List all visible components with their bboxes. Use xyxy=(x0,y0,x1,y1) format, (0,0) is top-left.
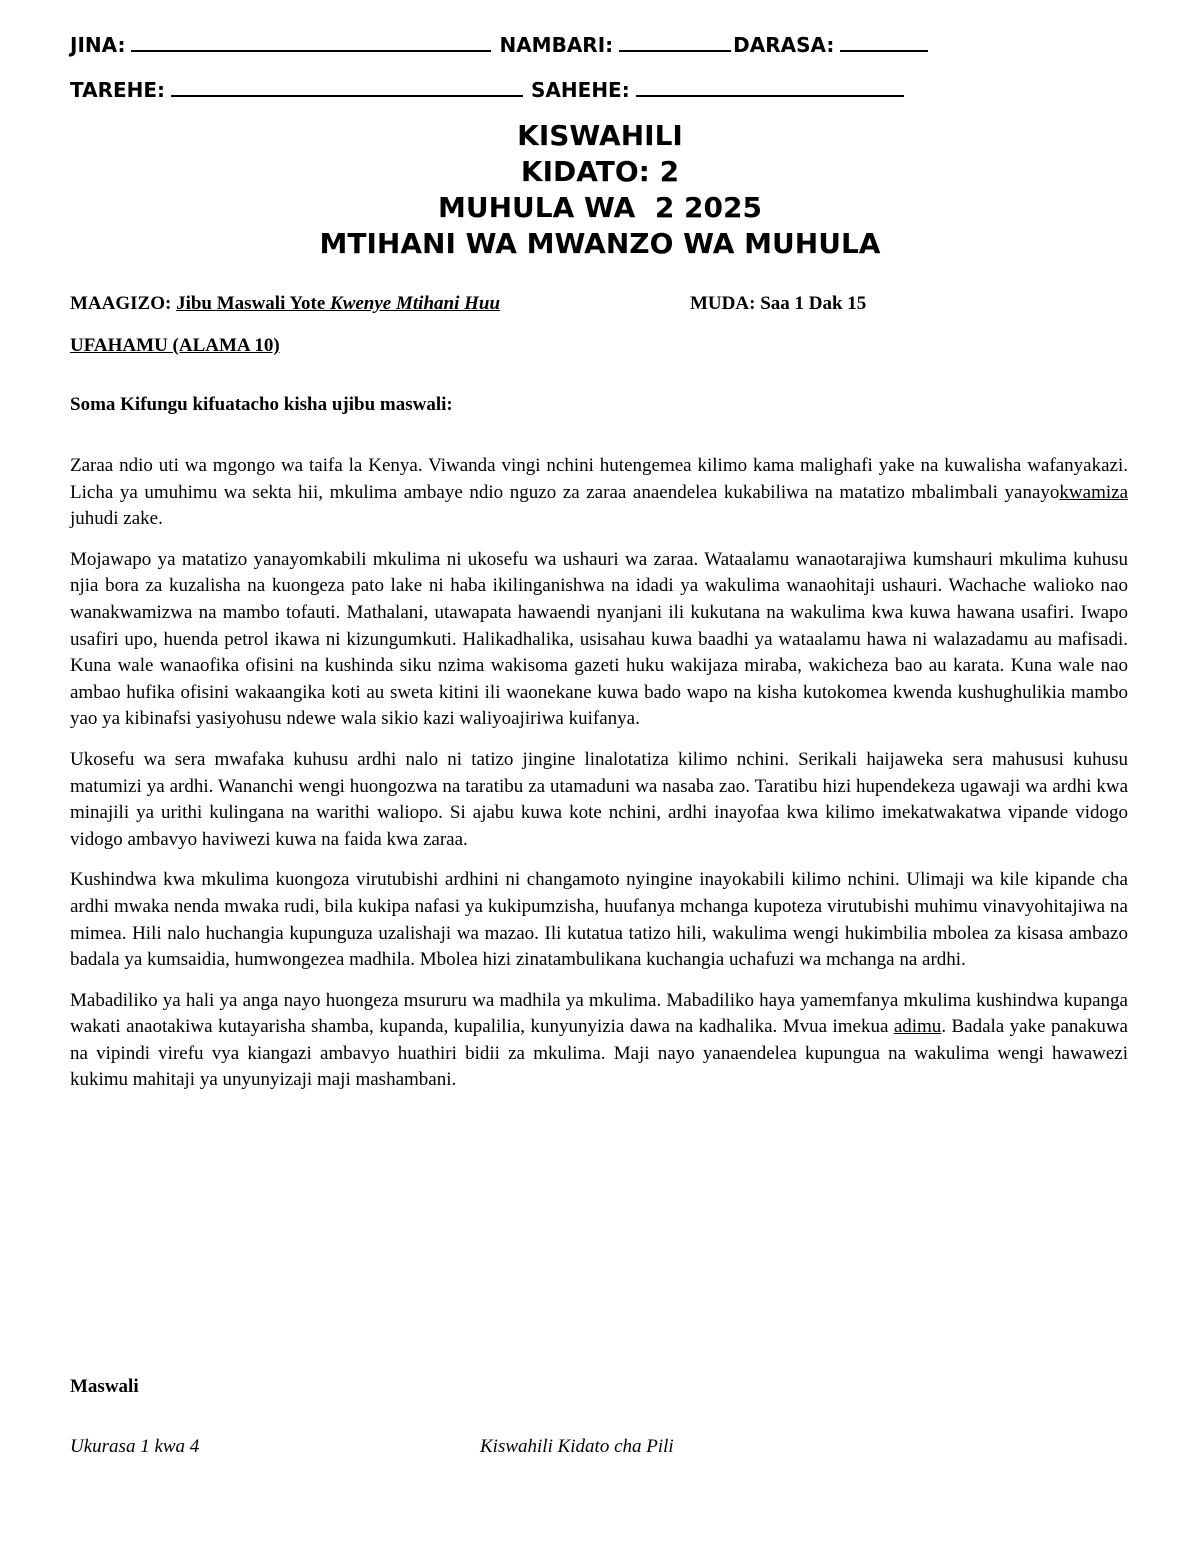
footer-title: Kiswahili Kidato cha Pili xyxy=(480,1436,674,1457)
header-row-2 xyxy=(70,75,912,102)
tarehe-label: TAREHE: xyxy=(70,78,166,102)
instructions-text-italic: Kwenye Mtihani Huu xyxy=(330,293,501,314)
p1-text-b: juhudi zake. xyxy=(70,508,163,530)
instructions-text xyxy=(176,293,500,314)
sahehe-label: SAHEHE: xyxy=(531,78,630,102)
p5-text-a: Mabadiliko ya hali ya anga nayo huongeza msururu wa madhila ya mkulima. Mabadiliko haya yamemfanya mkulima kushindwa kupanga wakati anaotakiwa kutayarisha shamba, kupanda, kupalilia, kunyunyizia dawa na kadhalika. Mvua imekua xyxy=(70,989,1128,1038)
term-title: MUHULA WA 2 2025 xyxy=(438,191,762,224)
jina-label: JINA: xyxy=(70,33,126,57)
passage-paragraph-3: Ukosefu wa sera mwafaka kuhusu ardhi nalo ni tatizo jingine linalotatiza kilimo nchini. Serikali haijaweka sera mahususi kuhusu matumizi ya ardhi. Wananchi wengi huongozwa na taratibu za utamaduni wa nasaba zao. Taratibu hizi hupendekeza ugawaji wa ardhi kwa minajili ya urithi kulingana na warithi waliopo. Si ajabu kuwa kote nchini, ardhi inayofaa kwa kilimo imekatwakatwa vipande vidogo vidogo ambavyo haviwezi kuwa na faida kwa zaraa. xyxy=(70,748,1128,850)
exam-title-block xyxy=(0,118,1200,262)
sahehe-blank[interactable] xyxy=(636,75,904,97)
instructions-text-plain: Jibu Maswali Yote xyxy=(176,293,331,314)
header-row-1 xyxy=(70,30,936,57)
darasa-label: DARASA: xyxy=(733,33,835,57)
p1-underlined-word: kwamiza xyxy=(1059,481,1128,503)
questions-heading: Maswali xyxy=(70,1376,139,1397)
p1-text-a: Zaraa ndio uti wa mgongo wa taifa la Kenya. Viwanda vingi nchini hutengemea kilimo kama malighafi yake na kuwalisha wafanyakazi. Licha ya umuhimu wa sekta hii, mkulima ambaye ndio nguzo za zaraa anaendelea kukabiliwa na matatizo mbalimbali yanayo xyxy=(70,455,1128,503)
form-title: KIDATO: 2 xyxy=(520,155,680,188)
darasa-blank[interactable] xyxy=(840,30,928,52)
p5-text-b: . Badala yake panakuwa na vipindi virefu vya kiangazi ambavyo huathiri bidii za mkulima. Maji nayo yanaendelea kupungua na wakulima wengi hawawezi kukimu mahitaji ya unyunyizaji maji mashambani. xyxy=(70,1016,1128,1091)
section-instruction: Soma Kifungu kifuatacho kisha ujibu maswali: xyxy=(70,394,453,415)
nambari-blank[interactable] xyxy=(619,30,731,52)
passage-paragraph-5 xyxy=(70,988,1128,1094)
subject-title: KISWAHILI xyxy=(517,119,683,152)
comprehension-passage xyxy=(70,453,1128,1108)
time-label: MUDA: xyxy=(690,293,756,314)
instructions-label: MAAGIZO: xyxy=(70,293,172,314)
passage-paragraph-2: Mojawapo ya matatizo yanayomkabili mkulima ni ukosefu wa ushauri wa zaraa. Wataalamu wanaotarajiwa kumshauri mkulima kuhusu njia bora za kuzalisha na kuongeza pato lake ni haba ikilinganishwa na idadi ya wakulima wanaohitaji ushauri. Wachache walioko nao wanakwamizwa na mambo tofauti. Mathalani, utawapata hawaendi nyanjani ili kukutana na wakulima kwa kuwa hawana usafiri. Iwapo usafiri upo, huenda petrol ikawa ni kizungumkuti. Halikadhalika, usisahau kuwa baadhi ya wataalamu hawa ni walazadamu au mafisadi. Kuna wale wanaofika ofisini na kushinda siku nzima wakisoma gazeti huku wakijaza miraba, wakicheza bao au karata. Kuna wale nao ambao hufika ofisini wakaangika koti au sweta kitini ili waonekane kuwa bado wapo na kisha kutokomea kwenda kushughulikia mambo yao ya kibinafsi yasiyohusu ndewe wala sikio kazi waliyoajiriwa kuifanya. xyxy=(70,548,1128,730)
exam-title: MTIHANI WA MWANZO WA MUHULA xyxy=(319,227,881,260)
time-value: Saa 1 Dak 15 xyxy=(760,293,867,314)
section-title: UFAHAMU (ALAMA 10) xyxy=(70,335,280,356)
passage-paragraph-1 xyxy=(70,453,1128,533)
tarehe-blank[interactable] xyxy=(171,75,523,97)
instructions xyxy=(70,293,500,315)
jina-blank[interactable] xyxy=(131,30,491,52)
footer-page-number: Ukurasa 1 kwa 4 xyxy=(70,1436,200,1457)
passage-paragraph-4: Kushindwa kwa mkulima kuongoza virutubishi ardhini ni changamoto nyingine inayokabili kilimo nchini. Ulimaji wa kile kipande cha ardhi mwaka nenda mwaka rudi, bila kukipa nafasi ya kukipumzisha, huufanya mchanga kupoteza virutubishi muhimu vinavyohitajiwa na mimea. Hili nalo huchangia kupunguza uzalishaji wa mazao. Ili kutatua tatizo hili, wakulima wengi hukimbilia mbolea za kisasa ambazo badala ya kumsaidia, humwongezea madhila. Mbolea hizi zinatambulikana kuchangia uchafuzi wa mchanga na ardhi. xyxy=(70,869,1128,971)
time-allowed xyxy=(690,293,866,315)
nambari-label: NAMBARI: xyxy=(499,33,614,57)
p5-underlined-word: adimu xyxy=(893,1016,942,1038)
